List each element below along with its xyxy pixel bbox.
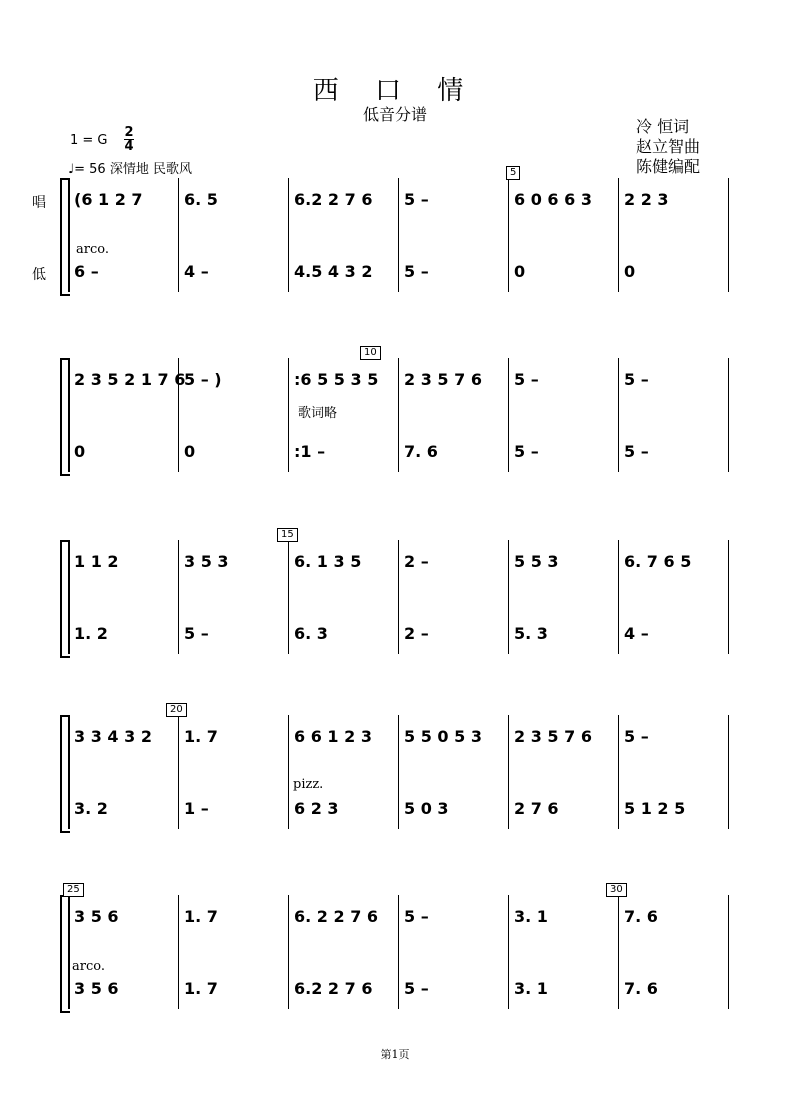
rehearsal-number: 30 bbox=[606, 883, 627, 897]
bass-measure: 7. 6 bbox=[404, 442, 438, 461]
barline bbox=[618, 715, 619, 829]
barline bbox=[508, 715, 509, 829]
voice-measure: 5 – bbox=[404, 190, 429, 209]
bass-measure: 4 – bbox=[184, 262, 209, 281]
barline bbox=[68, 715, 70, 829]
bass-measure: 1. 2 bbox=[74, 624, 108, 643]
barline bbox=[728, 540, 729, 654]
voice-measure: 6 0 6 6 3 bbox=[514, 190, 592, 209]
page-footer: 第1页 bbox=[380, 1048, 410, 1061]
voice-measure: 5 – bbox=[514, 370, 539, 389]
barline bbox=[618, 895, 619, 1009]
bass-measure: 5 – bbox=[514, 442, 539, 461]
rehearsal-number: 5 bbox=[506, 166, 520, 180]
bass-measure: 5 – bbox=[624, 442, 649, 461]
bass-measure: 0 bbox=[184, 442, 196, 461]
bass-measure: 5 – bbox=[404, 979, 429, 998]
barline bbox=[508, 540, 509, 654]
barline bbox=[288, 540, 289, 654]
voice-measure: 6 6 1 2 3 bbox=[294, 727, 372, 746]
bass-measure: 5. 3 bbox=[514, 624, 548, 643]
voice-measure: 6.2 2 7 6 bbox=[294, 190, 373, 209]
voice-measure: 3 3 4 3 2 bbox=[74, 727, 152, 746]
voice-measure: 2 – bbox=[404, 552, 429, 571]
voice-measure: 3. 1 bbox=[514, 907, 548, 926]
rehearsal-number: 20 bbox=[166, 703, 187, 717]
barline bbox=[508, 178, 509, 292]
voice-measure: 5 – bbox=[624, 727, 649, 746]
voice-measure: 5 – bbox=[624, 370, 649, 389]
bass-measure: 3. 2 bbox=[74, 799, 108, 818]
rehearsal-number: 25 bbox=[63, 883, 84, 897]
voice-measure: (6 1 2 7 bbox=[74, 190, 143, 209]
bass-measure: 5 – bbox=[404, 262, 429, 281]
barline bbox=[398, 358, 399, 472]
voice-measure: 6. 2 2 7 6 bbox=[294, 907, 379, 926]
barline bbox=[618, 358, 619, 472]
voice-measure: 2 3 5 7 6 bbox=[514, 727, 592, 746]
bass-measure: 6. 3 bbox=[294, 624, 328, 643]
voice-measure: 2 2 3 bbox=[624, 190, 669, 209]
time-top: 2 bbox=[124, 125, 134, 140]
voice-measure: 5 5 0 5 3 bbox=[404, 727, 482, 746]
voice-measure: 3 5 3 bbox=[184, 552, 229, 571]
performance-mark: pizz. bbox=[293, 777, 324, 792]
lyricist-credit: 冷 恒词 bbox=[636, 117, 690, 136]
voice-measure: 1 1 2 bbox=[74, 552, 119, 571]
performance-mark: arco. bbox=[76, 242, 109, 257]
voice-measure: 5 5 3 bbox=[514, 552, 559, 571]
barline bbox=[728, 895, 729, 1009]
barline bbox=[618, 540, 619, 654]
bass-measure: 5 0 3 bbox=[404, 799, 449, 818]
bass-measure: :1 – bbox=[294, 442, 326, 461]
tempo-text: = 56 深情地 民歌风 bbox=[74, 162, 192, 177]
key-signature: 1 = G bbox=[70, 133, 108, 148]
barline bbox=[288, 895, 289, 1009]
arranger-credit: 陈健编配 bbox=[636, 157, 701, 176]
bass-measure: 3 5 6 bbox=[74, 979, 119, 998]
barline bbox=[728, 715, 729, 829]
bass-measure: 0 bbox=[514, 262, 526, 281]
barline bbox=[178, 715, 179, 829]
barline bbox=[508, 358, 509, 472]
barline bbox=[288, 178, 289, 292]
bass-measure: 5 1 2 5 bbox=[624, 799, 686, 818]
bass-measure: 2 – bbox=[404, 624, 429, 643]
voice-measure: 6. 5 bbox=[184, 190, 218, 209]
time-bottom: 4 bbox=[124, 139, 134, 154]
bass-measure: 6 2 3 bbox=[294, 799, 339, 818]
barline bbox=[398, 715, 399, 829]
barline bbox=[398, 895, 399, 1009]
bass-measure: 1. 7 bbox=[184, 979, 218, 998]
voice-measure: 2 3 5 7 6 bbox=[404, 370, 482, 389]
time-signature bbox=[124, 126, 134, 153]
barline bbox=[398, 540, 399, 654]
barline bbox=[68, 895, 70, 1009]
barline bbox=[178, 540, 179, 654]
barline bbox=[68, 540, 70, 654]
part-label-bass: 低 bbox=[32, 267, 46, 283]
barline bbox=[178, 895, 179, 1009]
part-label-voice: 唱 bbox=[32, 195, 46, 211]
bass-measure: 0 bbox=[624, 262, 636, 281]
barline bbox=[508, 895, 509, 1009]
quarter-note-icon: ♩ bbox=[68, 162, 75, 177]
voice-measure: 5 – ) bbox=[184, 370, 222, 389]
bass-measure: 2 7 6 bbox=[514, 799, 559, 818]
page-subtitle: 低音分谱 bbox=[362, 105, 427, 124]
barline bbox=[618, 178, 619, 292]
bass-measure: 5 – bbox=[184, 624, 209, 643]
rehearsal-number: 10 bbox=[360, 346, 381, 360]
barline bbox=[178, 178, 179, 292]
voice-measure: 7. 6 bbox=[624, 907, 658, 926]
bass-measure: 0 bbox=[74, 442, 86, 461]
bass-measure: 6.2 2 7 6 bbox=[294, 979, 373, 998]
bass-measure: 7. 6 bbox=[624, 979, 658, 998]
voice-measure: 5 – bbox=[404, 907, 429, 926]
voice-measure: :6 5 5 3 5 bbox=[294, 370, 379, 389]
voice-measure: 6. 7 6 5 bbox=[624, 552, 692, 571]
voice-measure: 3 5 6 bbox=[74, 907, 119, 926]
barline bbox=[398, 178, 399, 292]
bass-measure: 3. 1 bbox=[514, 979, 548, 998]
page-title: 西 口 情 bbox=[312, 76, 478, 106]
bass-measure: 6 – bbox=[74, 262, 99, 281]
tempo-marking bbox=[68, 158, 192, 177]
bass-measure: 4 – bbox=[624, 624, 649, 643]
barline bbox=[728, 358, 729, 472]
rehearsal-number: 15 bbox=[277, 528, 298, 542]
voice-measure: 1. 7 bbox=[184, 907, 218, 926]
barline bbox=[68, 178, 70, 292]
barline bbox=[68, 358, 70, 472]
voice-measure: 2 3 5 2 1 7 6 bbox=[74, 370, 186, 389]
barline bbox=[288, 715, 289, 829]
voice-measure: 1. 7 bbox=[184, 727, 218, 746]
bass-measure: 1 – bbox=[184, 799, 209, 818]
barline bbox=[288, 358, 289, 472]
composer-credit: 赵立智曲 bbox=[636, 137, 701, 156]
bass-measure: 4.5 4 3 2 bbox=[294, 262, 373, 281]
voice-measure: 6. 1 3 5 bbox=[294, 552, 362, 571]
performance-mark: arco. bbox=[72, 959, 105, 974]
barline bbox=[728, 178, 729, 292]
performance-mark: 歌词略 bbox=[298, 406, 338, 421]
